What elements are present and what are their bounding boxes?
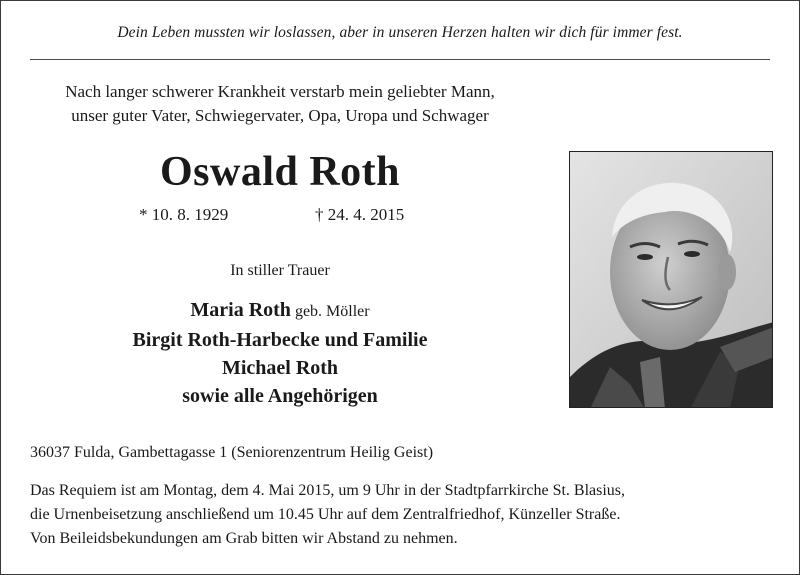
funeral-details (30, 479, 775, 551)
mourner-line: Birgit Roth-Harbecke und Familie (132, 329, 428, 351)
mourner-line: sowie alle Angehörigen (182, 385, 378, 407)
details-line: Von Beileidsbekundungen am Grab bitten wir Abstand zu nehmen. (30, 530, 458, 547)
mourner-name: Maria Roth (190, 299, 291, 321)
mourner-line: Michael Roth (221, 357, 339, 379)
address: 36037 Fulda, Gambettagasse 1 (Seniorenzentrum Heilig Geist) (30, 444, 434, 461)
intro-text (0, 80, 560, 128)
birth-date: * 10. 8. 1929 (139, 205, 229, 224)
mourner-primary (0, 296, 560, 326)
divider (30, 59, 770, 60)
intro-line: Nach langer schwerer Krankheit verstarb mein geliebter Mann, (65, 82, 495, 101)
deceased-name: Oswald Roth (159, 149, 401, 195)
details-line: Das Requiem ist am Montag, dem 4. Mai 2015, um 9 Uhr in der Stadtpfarrkirche St. Blasius, (30, 482, 626, 499)
mourning-line: In stiller Trauer (230, 262, 330, 279)
details-line: die Urnenbeisetzung anschließend um 10.45 Uhr auf dem Zentralfriedhof, Künzeller Straße. (30, 506, 621, 523)
intro-line: unser guter Vater, Schwiegervater, Opa, Uropa und Schwager (71, 106, 489, 125)
mourners-list (0, 296, 560, 410)
death-date: † 24. 4. 2015 (315, 205, 405, 224)
maiden-name: geb. Möller (290, 303, 370, 320)
portrait-photo (569, 151, 773, 408)
motto: Dein Leben mussten wir loslassen, aber in unseren Herzen halten wir dich für immer fest. (117, 24, 683, 41)
